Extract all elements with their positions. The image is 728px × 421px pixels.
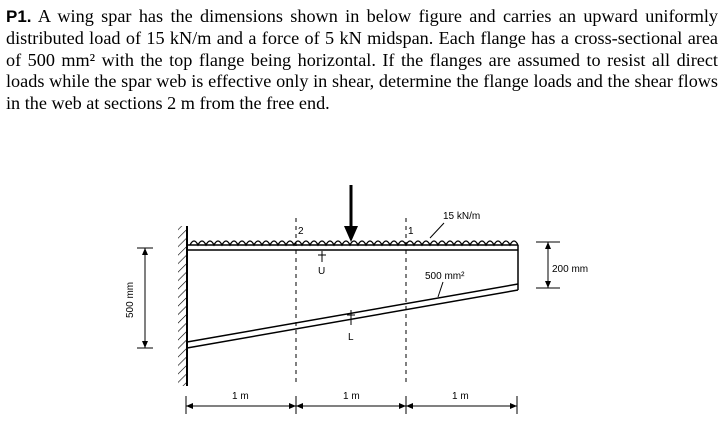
area-leader [438, 282, 443, 297]
problem-text: A wing spar has the dimensions shown in below figure and carries an upward uniformly distributed load of 15 kN/m and a force of 5 kN midspan. Each flange has a cross-sectional area of 500 mm² with the top flange being horizontal. If the flanges are assumed to resist all direct loads while the spar web is effective only in shear, determine the flange loads and the shear flows in the web at sections 2 m from the free end. [6, 6, 718, 114]
point-load-arrow [344, 185, 358, 242]
load-label: 15 kN/m [443, 211, 481, 222]
upper-flange-marker [318, 251, 326, 262]
section-2-label: 2 [298, 226, 304, 237]
span-2-label: 1 m [343, 391, 360, 402]
problem-label: P1. [6, 7, 32, 26]
fixed-wall [178, 226, 187, 386]
span-1-label: 1 m [232, 391, 249, 402]
load-leader [430, 223, 444, 238]
depth-free-end-label: 200 mm [552, 264, 589, 275]
upper-flange [187, 245, 518, 250]
area-label: 500 mm² [425, 271, 465, 282]
section-1-label: 1 [408, 226, 414, 237]
upper-flange-label: U [318, 266, 326, 277]
dim-root-depth [137, 248, 153, 348]
span-3-label: 1 m [452, 391, 469, 402]
depth-root-label: 500 mm [125, 281, 136, 318]
lower-flange-label: L [348, 332, 354, 343]
